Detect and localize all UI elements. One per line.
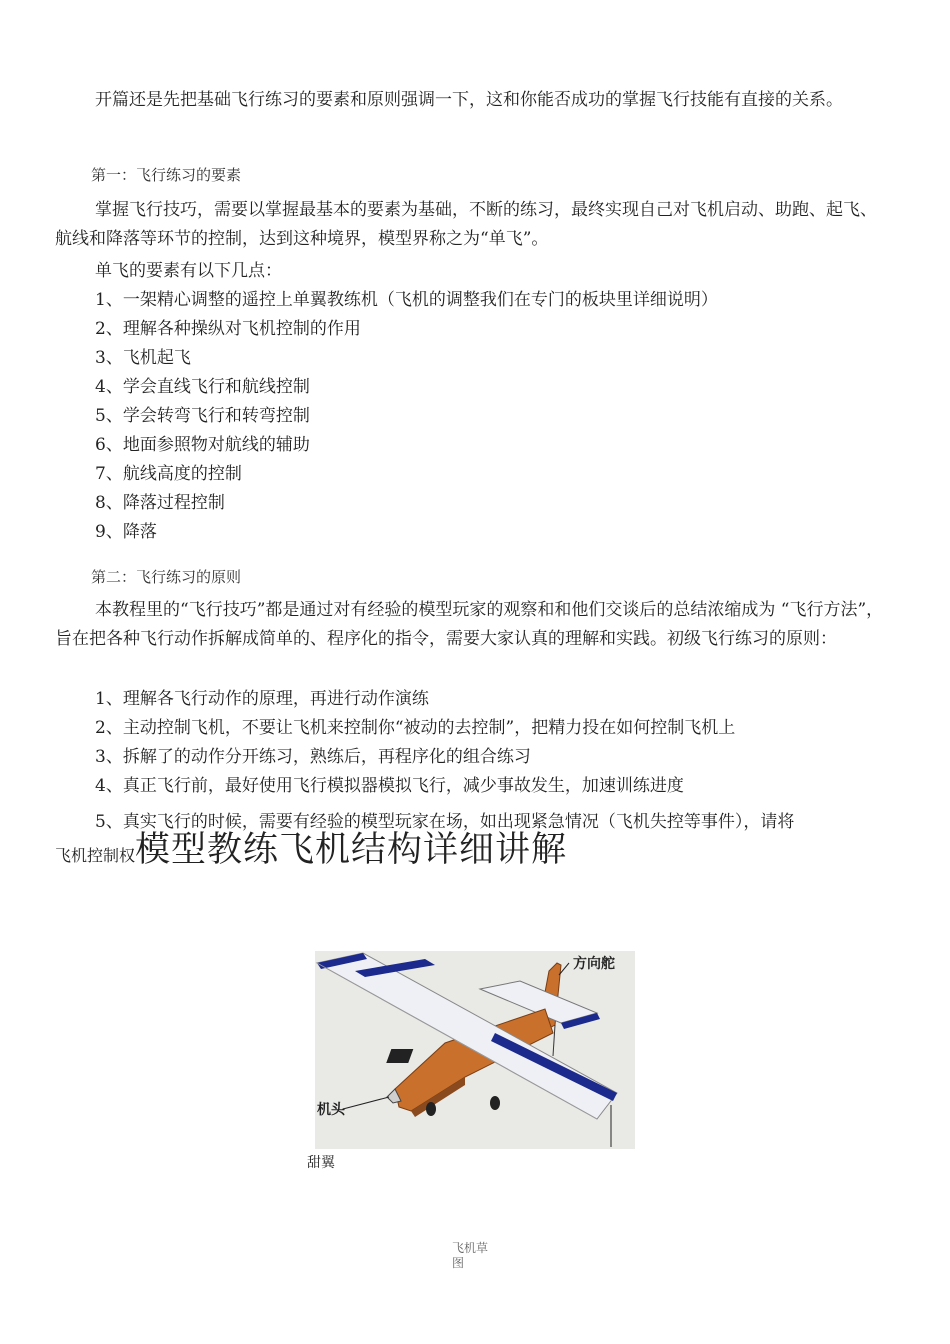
- section2-heading: 第二：飞行练习的原则: [91, 568, 242, 586]
- section2-item: 1、理解各飞行动作的原理，再进行动作演练: [95, 689, 429, 709]
- footer-text: 飞机草图: [452, 1241, 489, 1270]
- section2-item5-continuation: 飞机控制权: [55, 846, 136, 865]
- section2-item: 3、拆解了的动作分开练习，熟练后，再程序化的组合练习: [95, 747, 531, 767]
- airplane-diagram: [315, 951, 635, 1149]
- section1-paragraph: 掌握飞行技巧，需要以掌握最基本的要素为基础，不断的练习，最终实现自己对飞机启动、助跑、起飞、航线和降落等环节的控制，达到这种境界，模型界称之为“单飞”。: [55, 200, 877, 249]
- section1-item: 5、学会转弯飞行和转弯控制: [95, 406, 310, 426]
- section2-item: 4、真正飞行前，最好使用飞行模拟器模拟飞行，减少事故发生，加速训练进度: [95, 776, 684, 796]
- section1-item: 7、航线高度的控制: [95, 464, 242, 484]
- nose-label: 机头: [317, 1102, 345, 1118]
- wing-shape: [317, 953, 617, 1119]
- title-line: [55, 822, 567, 872]
- section2-paragraph: 本教程里的“飞行技巧”都是通过对有经验的模型玩家的观察和和他们交谈后的总结浓缩成为 “飞行方法”，旨在把各种飞行动作拆解成简单的、程序化的指令，需要大家认真的理解和实践。初级飞行练习的原则：: [55, 600, 884, 649]
- rudder-label: 方向舵: [573, 956, 615, 972]
- page-title: 模型教练飞机结构详细讲解: [135, 830, 568, 870]
- section2-item: 5、真实飞行的时候，需要有经验的模型玩家在场，如出现紧急情况（飞机失控等事件），请将: [95, 812, 795, 832]
- section1-item: 4、学会直线飞行和航线控制: [95, 377, 310, 397]
- section1-item: 1、一架精心调整的遥控上单翼教练机（飞机的调整我们在专门的板块里详细说明）: [95, 290, 718, 310]
- section1-item: 3、飞机起飞: [95, 348, 191, 368]
- section1-heading: 第一：飞行练习的要素: [91, 166, 242, 184]
- section1-item: 2、理解各种操纵对飞机控制的作用: [95, 319, 361, 339]
- section1-list-intro: 单飞的要素有以下几点：: [95, 261, 282, 281]
- section1-item: 9、降落: [95, 522, 157, 542]
- section1-item: 8、降落过程控制: [95, 493, 225, 513]
- airplane-illustration: [315, 951, 635, 1149]
- section2-item: 2、主动控制飞机，不要让飞机来控制你“被动的去控制”，把精力投在如何控制飞机上: [95, 718, 736, 738]
- intro-paragraph: 开篇还是先把基础飞行练习的要素和原则强调一下，这和你能否成功的掌握飞行技能有直接的关系。: [95, 90, 843, 110]
- section1-item: 6、地面参照物对航线的辅助: [95, 435, 310, 455]
- figure-caption: 甜翼: [307, 1155, 335, 1171]
